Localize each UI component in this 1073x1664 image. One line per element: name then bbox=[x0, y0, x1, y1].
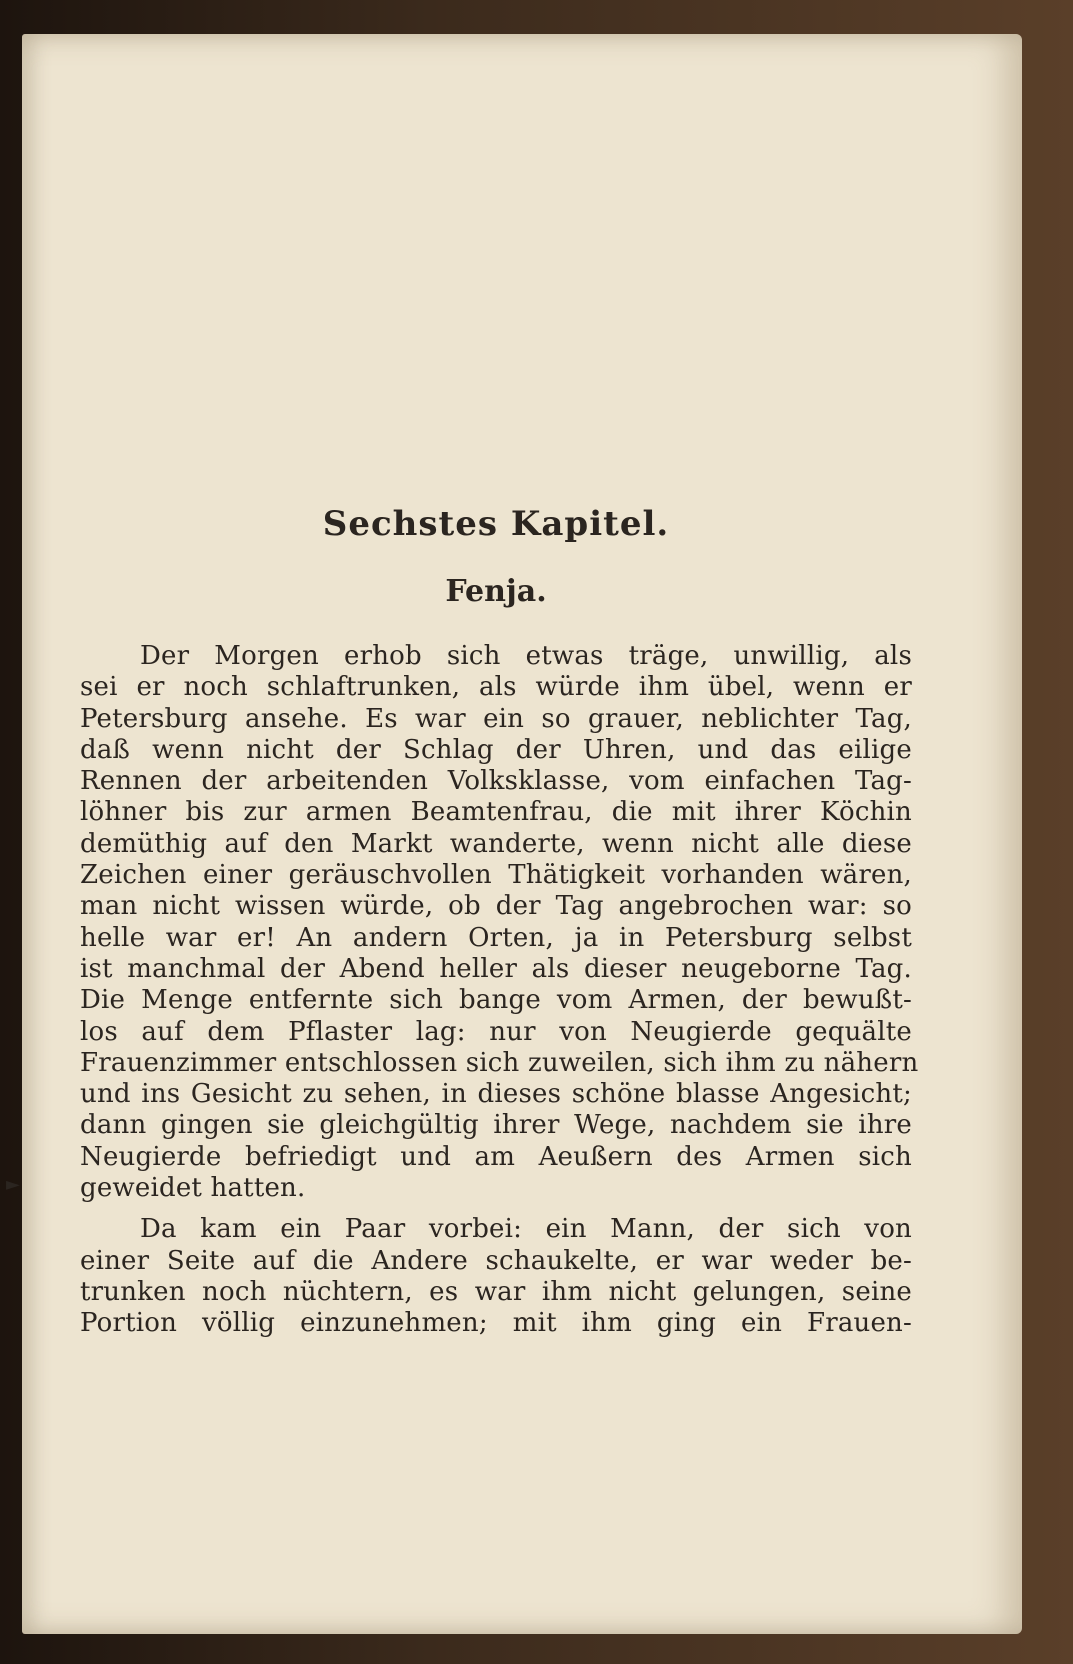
text-line: Zeichen einer geräuschvollen Thätigkeit vorhanden wären, bbox=[80, 860, 912, 891]
text-line: Petersburg ansehe. Es war ein so grauer, neblichter Tag, bbox=[80, 703, 912, 734]
bleed-through-text bbox=[82, 184, 902, 472]
text-line: dann gingen sie gleichgültig ihrer Wege, nachdem sie ihre bbox=[80, 1110, 912, 1141]
text-line: Der Morgen erhob sich etwas träge, unwillig, als bbox=[140, 641, 912, 671]
text-line: und ins Gesicht zu sehen, in dieses schöne blasse Angesicht; bbox=[80, 1079, 912, 1110]
chapter-heading: Sechstes Kapitel. bbox=[322, 504, 670, 544]
text-line: einer Seite auf die Andere schaukelte, er war weder be- bbox=[80, 1245, 912, 1276]
text-line: daß wenn nicht der Schlag der Uhren, und das eilige bbox=[80, 734, 912, 765]
text-line: Die Menge entfernte sich bange vom Armen, der bewußt- bbox=[80, 985, 912, 1016]
text-line: geweidet hatten. bbox=[80, 1173, 306, 1204]
text-line: löhner bis zur armen Beamtenfrau, die mit ihrer Köchin bbox=[80, 797, 912, 828]
text-line: demüthig auf den Markt wanderte, wenn nicht alle diese bbox=[80, 828, 912, 859]
text-line: sei er noch schlaftrunken, als würde ihm übel, wenn er bbox=[80, 672, 912, 703]
text-line: Rennen der arbeitenden Volksklasse, vom einfachen Tag- bbox=[80, 766, 912, 797]
section-title: Fenja. bbox=[445, 574, 547, 609]
text-line: ist manchmal der Abend heller als dieser neugeborne Tag. bbox=[80, 953, 912, 984]
paper-page bbox=[6, 34, 1022, 1634]
text-line: man nicht wissen würde, ob der Tag angebrochen war: so bbox=[80, 891, 912, 922]
text-line: helle war er! An andern Orten, ja in Petersburg selbst bbox=[80, 922, 912, 953]
text-line: Portion völlig einzunehmen; mit ihm ging ein Frauen- bbox=[80, 1308, 912, 1339]
text-line: los auf dem Pflaster lag: nur von Neugierde gequälte bbox=[80, 1016, 912, 1047]
margin-arrow-mark: ► bbox=[6, 1174, 20, 1195]
text-line: Frauenzimmer entschlossen sich zuweilen, sich ihm zu nähern bbox=[80, 1047, 919, 1078]
text-line: trunken noch nüchtern, es war ihm nicht gelungen, seine bbox=[80, 1276, 912, 1307]
text-line: Neugierde befriedigt und am Aeußern des Armen sich bbox=[80, 1141, 912, 1172]
page-content bbox=[80, 504, 919, 1340]
text-line: Da kam ein Paar vorbei: ein Mann, der sich von bbox=[140, 1214, 912, 1245]
paragraph-1 bbox=[80, 641, 919, 1204]
paragraph-2 bbox=[80, 1214, 912, 1339]
